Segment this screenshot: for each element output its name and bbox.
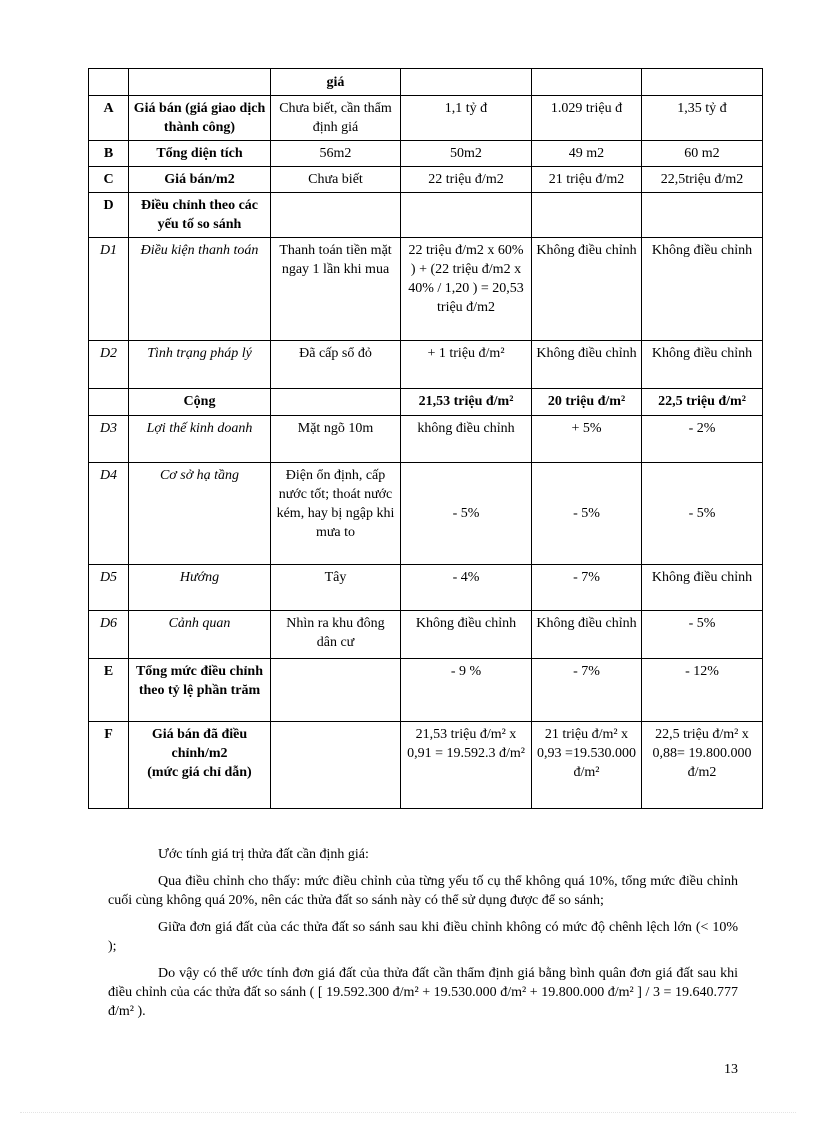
- comparable-1-cell: - 4%: [401, 565, 532, 611]
- comparable-1-cell: + 1 triệu đ/m²: [401, 341, 532, 389]
- comparable-2-cell: - 7%: [532, 565, 642, 611]
- subject-cell: [271, 722, 401, 809]
- row-label-line1: Giá bán đã điều chỉnh/m2: [151, 727, 248, 761]
- row-label: Điều chỉnh theo các yếu tố so sánh: [129, 193, 271, 238]
- row-label: Cảnh quan: [129, 611, 271, 659]
- row-label: Giá bán/m2: [129, 167, 271, 193]
- subject-cell: Thanh toán tiền mặt ngay 1 lần khi mua: [271, 238, 401, 341]
- row-code: D4: [89, 463, 129, 565]
- row-code: D6: [89, 611, 129, 659]
- comparable-2-cell: 49 m2: [532, 141, 642, 167]
- comparable-2-cell: Không điều chỉnh: [532, 611, 642, 659]
- comparable-2-cell: Không điều chỉnh: [532, 341, 642, 389]
- comparable-3-cell: [642, 193, 763, 238]
- table-row-b: [89, 141, 763, 167]
- comparable-2-cell: - 5%: [532, 463, 642, 565]
- comparable-3-cell: 22,5triệu đ/m2: [642, 167, 763, 193]
- row-label: Cộng: [129, 389, 271, 416]
- subject-cell: 56m2: [271, 141, 401, 167]
- comparable-2-cell: + 5%: [532, 416, 642, 463]
- subject-cell: [271, 193, 401, 238]
- table-row-a: [89, 96, 763, 141]
- row-label-line2: (mức giá chỉ dẫn): [147, 765, 252, 780]
- comparable-2-cell: Không điều chỉnh: [532, 238, 642, 341]
- table-row-e: [89, 659, 763, 722]
- comparable-1-cell: 50m2: [401, 141, 532, 167]
- comparable-3-cell: - 12%: [642, 659, 763, 722]
- comparable-3-cell: - 5%: [642, 611, 763, 659]
- comparable-3-cell: Không điều chỉnh: [642, 565, 763, 611]
- table-row-subtotal: [89, 389, 763, 416]
- comparable-2-cell: 20 triệu đ/m²: [532, 389, 642, 416]
- subject-cell: [271, 389, 401, 416]
- subject-cell: Nhìn ra khu đông dân cư: [271, 611, 401, 659]
- table-row-d3: [89, 416, 763, 463]
- row-code: D5: [89, 565, 129, 611]
- row-code: D2: [89, 341, 129, 389]
- row-code: [89, 69, 129, 96]
- table-row-d: [89, 193, 763, 238]
- comparable-2-cell: 21 triệu đ/m² x 0,93 =19.530.000 đ/m²: [532, 722, 642, 809]
- comparable-1-cell: - 5%: [401, 463, 532, 565]
- conclusion-text: [108, 845, 738, 1029]
- subject-cell: Điện ổn định, cấp nước tốt; thoát nước kém, hay bị ngập khi mưa to: [271, 463, 401, 565]
- row-code: D1: [89, 238, 129, 341]
- table-row-d5: [89, 565, 763, 611]
- comparable-1-cell: [401, 69, 532, 96]
- paragraph-difference: Giữa đơn giá đất của các thửa đất so sánh sau khi điều chỉnh không có mức độ chênh lệch lớn (< 10% );: [108, 920, 738, 954]
- table-row-c: [89, 167, 763, 193]
- comparable-2-cell: 1.029 triệu đ: [532, 96, 642, 141]
- comparable-2-cell: [532, 193, 642, 238]
- page-bottom-divider: [20, 1112, 796, 1113]
- paragraph-estimate: Do vậy có thể ước tính đơn giá đất của thửa đất cần thẩm định giá bằng bình quân đơn giá đất sau khi điều chỉnh của các thửa đất so sánh ( [ 19.592.300 đ/m² + 19.530.000 đ/m² + 19.800.000 đ/m² ] / 3 = 19.640.777 đ/m² ).: [108, 966, 738, 1019]
- table-row-d2: [89, 341, 763, 389]
- paragraph-adjustment: Qua điều chỉnh cho thấy: mức điều chỉnh của từng yếu tố cụ thể không quá 10%, tổng mức điều chỉnh cuối cùng không quá 20%, nên các thửa đất so sánh này có thể sử dụng được để so sánh;: [108, 874, 738, 908]
- comparable-1-cell: Không điều chỉnh: [401, 611, 532, 659]
- subject-cell: Tây: [271, 565, 401, 611]
- comparable-2-cell: 21 triệu đ/m2: [532, 167, 642, 193]
- table-row-d1: [89, 238, 763, 341]
- row-code: [89, 389, 129, 416]
- row-label: Giá bán (giá giao dịch thành công): [129, 96, 271, 141]
- comparable-3-cell: Không điều chỉnh: [642, 238, 763, 341]
- comparable-3-cell: 1,35 tỷ đ: [642, 96, 763, 141]
- comparable-1-cell: - 9 %: [401, 659, 532, 722]
- row-label: [129, 69, 271, 96]
- subject-cell: Đã cấp sổ đỏ: [271, 341, 401, 389]
- subject-cell: Chưa biết, cần thẩm định giá: [271, 96, 401, 141]
- comparable-1-cell: không điều chỉnh: [401, 416, 532, 463]
- row-label: Tổng mức điều chỉnh theo tỷ lệ phần trăm: [129, 659, 271, 722]
- comparable-1-cell: [401, 193, 532, 238]
- page-number: 13: [724, 1062, 738, 1077]
- row-code: A: [89, 96, 129, 141]
- row-label: Tổng diện tích: [129, 141, 271, 167]
- valuation-table: [88, 68, 763, 809]
- row-code: C: [89, 167, 129, 193]
- row-label: Tình trạng pháp lý: [129, 341, 271, 389]
- paragraph-intro: Ước tính giá trị thửa đất cần định giá:: [158, 847, 369, 862]
- comparable-1-cell: 22 triệu đ/m2 x 60% ) + (22 triệu đ/m2 x 40% / 1,20 ) = 20,53 triệu đ/m2: [401, 238, 532, 341]
- comparable-3-cell: 22,5 triệu đ/m²: [642, 389, 763, 416]
- comparable-3-cell: [642, 69, 763, 96]
- table-row-d4: [89, 463, 763, 565]
- comparable-3-cell: 22,5 triệu đ/m² x 0,88= 19.800.000 đ/m2: [642, 722, 763, 809]
- comparable-3-cell: 60 m2: [642, 141, 763, 167]
- comparable-3-cell: Không điều chỉnh: [642, 341, 763, 389]
- row-label: Hướng: [129, 565, 271, 611]
- comparable-3-cell: - 5%: [642, 463, 763, 565]
- row-code: D: [89, 193, 129, 238]
- subject-cell: giá: [271, 69, 401, 96]
- subject-cell: [271, 659, 401, 722]
- subject-cell: Chưa biết: [271, 167, 401, 193]
- comparable-2-cell: [532, 69, 642, 96]
- comparable-1-cell: 22 triệu đ/m2: [401, 167, 532, 193]
- row-code: D3: [89, 416, 129, 463]
- row-code: B: [89, 141, 129, 167]
- comparable-3-cell: - 2%: [642, 416, 763, 463]
- comparable-1-cell: 21,53 triệu đ/m² x 0,91 = 19.592.3 đ/m²: [401, 722, 532, 809]
- row-label: [129, 722, 271, 809]
- table-row-header-tail: [89, 69, 763, 96]
- row-label: Lợi thế kinh doanh: [129, 416, 271, 463]
- table-row-f: [89, 722, 763, 809]
- row-label: Điều kiện thanh toán: [129, 238, 271, 341]
- row-code: F: [89, 722, 129, 809]
- table-row-d6: [89, 611, 763, 659]
- row-code: E: [89, 659, 129, 722]
- comparable-2-cell: - 7%: [532, 659, 642, 722]
- comparable-1-cell: 1,1 tỷ đ: [401, 96, 532, 141]
- row-label: Cơ sở hạ tầng: [129, 463, 271, 565]
- subject-cell: Mặt ngõ 10m: [271, 416, 401, 463]
- comparable-1-cell: 21,53 triệu đ/m²: [401, 389, 532, 416]
